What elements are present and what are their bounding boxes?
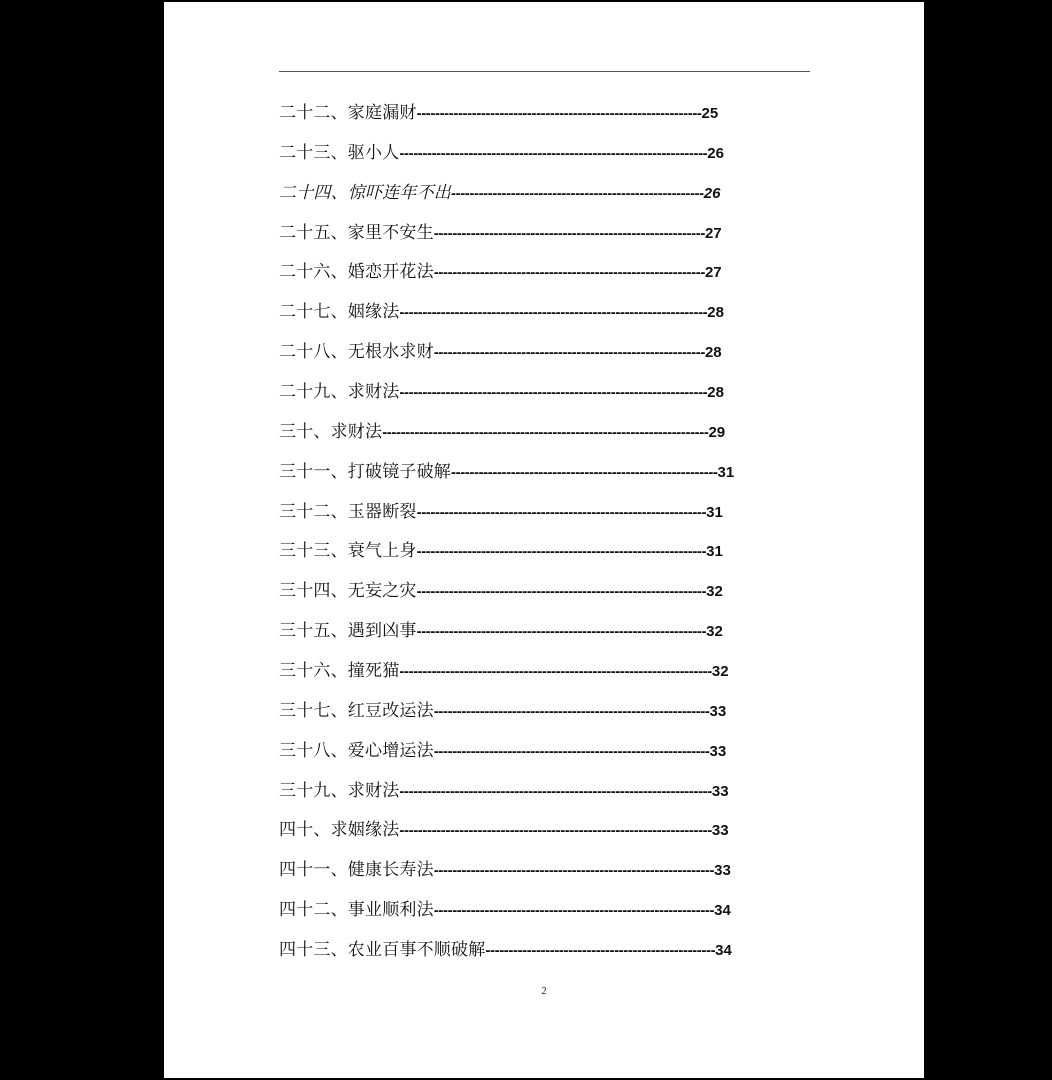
toc-entry[interactable] xyxy=(279,138,899,178)
toc-entry-page: 32 xyxy=(706,623,723,641)
toc-entry-leader: ----------------------------------------------------------- xyxy=(433,224,705,242)
toc-entry[interactable] xyxy=(279,457,899,497)
toc-entry-page: 33 xyxy=(711,822,729,840)
toc-entry-leader: ------------------------------------------------------------ xyxy=(433,742,710,760)
toc-entry-leader: ------------------------------------------------------------------- xyxy=(399,304,708,322)
toc-entry-title: 三十六、撞死猫 xyxy=(279,661,400,682)
toc-entry[interactable] xyxy=(279,895,899,935)
toc-entry[interactable] xyxy=(279,257,899,297)
toc-entry-leader: -------------------------------------------------------------------- xyxy=(399,822,712,840)
toc-entry-page: 27 xyxy=(704,224,722,242)
toc-entry-page: 28 xyxy=(707,384,724,402)
toc-entry-leader: -------------------------------------------------- xyxy=(485,942,716,960)
toc-entry[interactable] xyxy=(279,815,899,855)
toc-entry-leader: ------------------------------------------------------------- xyxy=(433,902,715,920)
toc-entry-leader: ---------------------------------------------------------- xyxy=(451,463,718,481)
toc-entry-title: 三十一、打破镜子破解 xyxy=(279,461,451,482)
toc-entry-title: 三十八、爱心增运法 xyxy=(279,740,434,761)
toc-entry[interactable] xyxy=(279,98,899,138)
toc-entry-leader: ----------------------------------------------------------- xyxy=(433,264,705,282)
toc-entry-title: 四十二、事业顺利法 xyxy=(279,900,434,921)
toc-entry[interactable] xyxy=(279,337,899,377)
header-rule xyxy=(279,71,810,72)
toc-entry-page: 33 xyxy=(714,862,731,880)
toc-entry-leader: ------------------------------------------------------------- xyxy=(433,862,715,880)
toc-entry-page: 33 xyxy=(709,742,727,760)
toc-entry-leader: ------------------------------------------------------------------- xyxy=(399,144,708,162)
toc-entry-title: 二十八、无根水求财 xyxy=(279,342,434,363)
toc-entry-title: 四十、求姻缘法 xyxy=(279,820,400,841)
toc-entry-page: 31 xyxy=(717,463,735,481)
toc-entry-page: 34 xyxy=(714,902,731,920)
toc-entry[interactable] xyxy=(279,776,899,816)
toc-entry-leader: -------------------------------------------------------------------- xyxy=(399,663,712,681)
toc-entry-page: 32 xyxy=(706,583,723,601)
toc-entry-page: 26 xyxy=(703,184,721,202)
toc-entry-page: 33 xyxy=(711,782,729,800)
toc-entry-page: 25 xyxy=(701,105,719,122)
toc-entry-title: 三十三、衰气上身 xyxy=(279,541,417,562)
toc-entry-leader: -------------------------------------------------------------- xyxy=(416,105,702,122)
toc-entry-title: 二十三、驱小人 xyxy=(279,142,400,163)
toc-entry[interactable] xyxy=(279,178,899,218)
toc-entry-page: 31 xyxy=(706,543,723,561)
toc-entry-page: 32 xyxy=(711,663,729,681)
toc-entry[interactable] xyxy=(279,417,899,457)
toc-entry-page: 26 xyxy=(707,144,724,162)
toc-entry-title: 四十三、农业百事不顺破解 xyxy=(279,940,486,961)
toc-entry-title: 二十六、婚恋开花法 xyxy=(279,262,434,283)
toc-entry-page: 34 xyxy=(715,942,732,960)
toc-entry-leader: ----------------------------------------------------------- xyxy=(433,344,705,362)
toc-entry[interactable] xyxy=(279,855,899,895)
toc-entry-leader: --------------------------------------------------------------- xyxy=(416,503,707,521)
toc-entry-leader: --------------------------------------------------------------- xyxy=(416,623,707,641)
table-of-contents xyxy=(279,98,899,975)
toc-entry-title: 三十四、无妄之灾 xyxy=(279,581,417,602)
toc-entry-title: 二十二、家庭漏财 xyxy=(279,103,417,123)
toc-entry-title: 二十五、家里不安生 xyxy=(279,222,434,243)
toc-entry-title: 三十五、遇到凶事 xyxy=(279,621,417,642)
toc-entry-title: 四十一、健康长寿法 xyxy=(279,860,434,881)
toc-entry[interactable] xyxy=(279,297,899,337)
toc-entry-title: 三十九、求财法 xyxy=(279,780,400,801)
toc-entry-title: 二十四、惊吓连年不出 xyxy=(279,182,451,203)
toc-entry[interactable] xyxy=(279,497,899,537)
toc-entry[interactable] xyxy=(279,656,899,696)
toc-entry-page: 29 xyxy=(708,423,726,441)
toc-entry[interactable] xyxy=(279,218,899,258)
toc-entry-page: 33 xyxy=(709,702,727,720)
toc-entry-leader: ------------------------------------------------------------ xyxy=(433,702,710,720)
toc-entry[interactable] xyxy=(279,576,899,616)
page-number: 2 xyxy=(541,985,547,997)
toc-entry[interactable] xyxy=(279,536,899,576)
toc-entry[interactable] xyxy=(279,616,899,656)
toc-entry-leader: --------------------------------------------------------------- xyxy=(416,583,707,601)
toc-entry-leader: ----------------------------------------------------------------------- xyxy=(382,423,709,441)
toc-entry-leader: --------------------------------------------------------------- xyxy=(416,543,707,561)
toc-entry-title: 二十九、求财法 xyxy=(279,382,400,403)
toc-entry-title: 二十七、姻缘法 xyxy=(279,302,400,323)
toc-entry-leader: ------------------------------------------------------------------- xyxy=(399,384,708,402)
toc-entry-title: 三十、求财法 xyxy=(279,421,383,442)
toc-entry-page: 28 xyxy=(704,344,722,362)
toc-entry[interactable] xyxy=(279,696,899,736)
toc-entry[interactable] xyxy=(279,377,899,417)
toc-entry-title: 三十七、红豆改运法 xyxy=(279,700,434,721)
toc-entry-leader: ------------------------------------------------------- xyxy=(451,184,704,202)
toc-entry-leader: -------------------------------------------------------------------- xyxy=(399,782,712,800)
toc-entry-title: 三十二、玉器断裂 xyxy=(279,501,417,522)
toc-entry-page: 27 xyxy=(704,264,722,282)
document-page xyxy=(164,2,924,1078)
toc-entry-page: 28 xyxy=(707,304,724,322)
toc-entry[interactable] xyxy=(279,935,899,975)
toc-entry-page: 31 xyxy=(706,503,723,521)
toc-entry[interactable] xyxy=(279,736,899,776)
